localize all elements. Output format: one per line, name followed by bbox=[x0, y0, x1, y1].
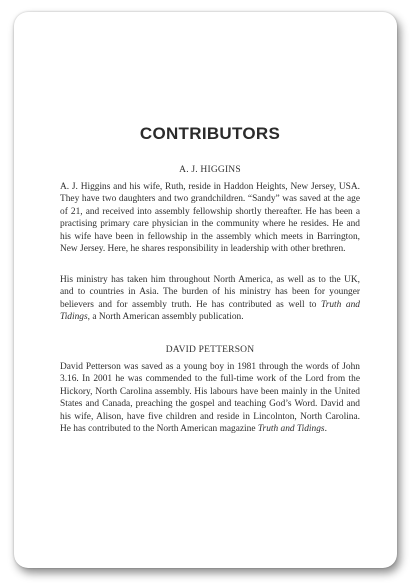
contributor-name-higgins: A. J. HIGGINS bbox=[179, 165, 241, 175]
publication-title: Truth and Tidings bbox=[60, 299, 360, 323]
page-title: CONTRIBUTORS bbox=[139, 124, 281, 143]
bio-text: A. J. Higgins and his wife, Ruth, reside in Haddon Heights, New Jersey, USA. They have two daughters and two grandchildren. “Sandy” was saved at the age of 21, and received into assembly fellowship shortly thereafter. He has been a practising primary care physician in the community where he resides. He and his wife have been in fellowship in the assembly which meets in Barrington, New Jersey. Here, he shares responsibility in leadership with other brethren. bbox=[60, 182, 360, 255]
contributor-name-petterson: DAVID PETTERSON bbox=[165, 345, 255, 355]
bio-text: . bbox=[324, 424, 327, 435]
bio-text: , a North American assembly publication. bbox=[87, 312, 244, 323]
contributor-bio-higgins-paragraph-2 bbox=[60, 274, 360, 324]
bio-text: David Petterson was saved as a young boy in 1981 through the words of John 3.16. In 2001 he was commended to the full-time work of the Lord from the Hickory, North Carolina assembly. His labours have been mainly in the United States and Canada, preaching the gospel and teaching God’s Word. David and his wife, Alison, have five children and reside in Lincolnton, North Carolina. He has contributed to the North American magazine bbox=[60, 362, 360, 435]
publication-title: Truth and Tidings bbox=[257, 424, 325, 435]
bio-text: His ministry has taken him throughout North America, as well as to the UK, and to countries in Asia. The burden of his ministry has been for younger believers and for assembly truth. He has contributed as well to bbox=[60, 275, 360, 310]
book-page bbox=[14, 12, 397, 568]
contributor-bio-higgins-paragraph-1 bbox=[60, 181, 360, 255]
contributor-bio-petterson-paragraph-1 bbox=[60, 361, 360, 435]
